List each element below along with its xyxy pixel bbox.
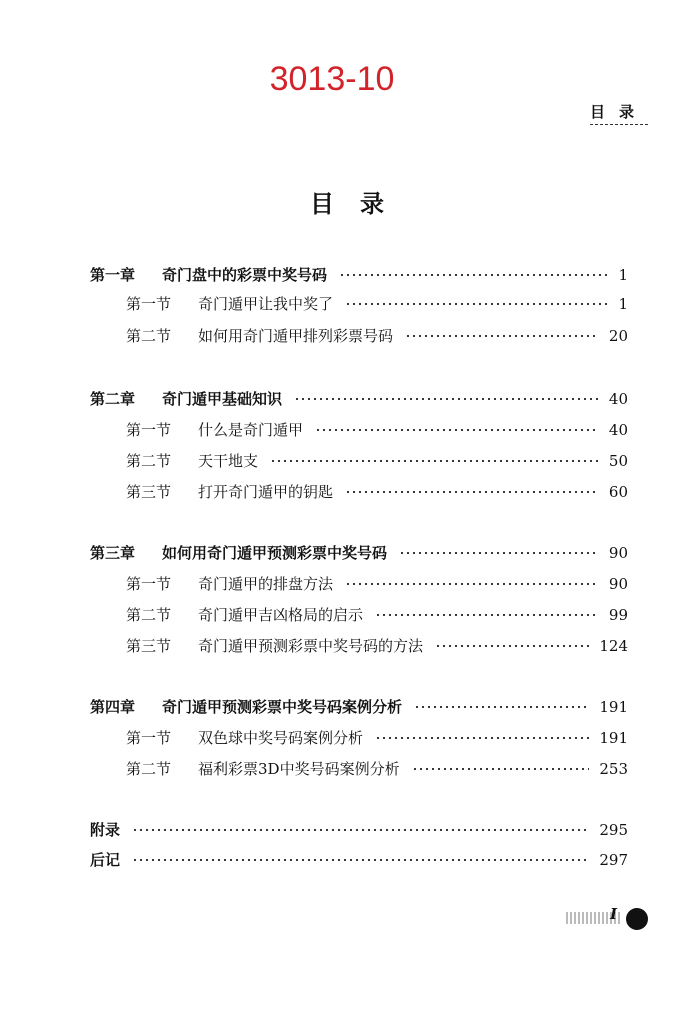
- section-number: 第二节: [126, 327, 172, 345]
- page-number: 40: [608, 421, 628, 439]
- section-number: 第二节: [126, 760, 172, 778]
- dot-leader: [345, 486, 599, 498]
- page-title: 目录: [310, 190, 410, 218]
- toc-appendix[interactable]: [90, 818, 628, 842]
- toc-section-3-3[interactable]: [90, 634, 628, 658]
- section-number: 第三节: [126, 637, 172, 655]
- toc-section-2-1[interactable]: [90, 418, 628, 442]
- section-title: 奇门遁甲的排盘方法: [198, 575, 334, 593]
- section-number: 第二节: [126, 452, 172, 470]
- section-title: 福利彩票3D中奖号码案例分析: [198, 760, 400, 778]
- page-number: 124: [599, 637, 628, 655]
- running-header: 目录: [590, 101, 648, 125]
- page-number: 295: [599, 821, 628, 839]
- section-title: 双色球中奖号码案例分析: [198, 729, 364, 747]
- page-number: 60: [608, 483, 628, 501]
- dot-leader: [294, 393, 599, 405]
- section-number: 第二节: [126, 606, 172, 624]
- afterword-title: 后记: [90, 851, 121, 869]
- dot-leader: [339, 269, 608, 281]
- dot-leader: [132, 854, 589, 866]
- section-number: 第一节: [126, 729, 172, 747]
- dot-leader: [375, 732, 589, 744]
- page-number: 20: [608, 327, 628, 345]
- dot-leader: [375, 609, 599, 621]
- page-number: 50: [608, 452, 628, 470]
- chapter-number: 第三章: [90, 544, 136, 562]
- dot-leader: [435, 640, 589, 652]
- section-title: 奇门遁甲预测彩票中奖号码的方法: [198, 637, 424, 655]
- page-number: 40: [608, 390, 628, 408]
- dot-leader: [270, 455, 599, 467]
- toc-chapter-1[interactable]: [90, 263, 628, 287]
- section-title: 如何用奇门遁甲排列彩票号码: [198, 327, 394, 345]
- toc-section-3-1[interactable]: [90, 572, 628, 596]
- section-title: 奇门遁甲让我中奖了: [198, 295, 334, 313]
- toc-section-4-2[interactable]: [90, 757, 628, 781]
- page-number: 191: [599, 698, 628, 716]
- toc-section-1-2[interactable]: [90, 324, 628, 348]
- stamp-label: 3013-10: [269, 60, 395, 98]
- page-number: 1: [618, 295, 628, 313]
- footer-dot-icon: [626, 908, 648, 930]
- dot-leader: [412, 763, 590, 775]
- toc-section-2-2[interactable]: [90, 449, 628, 473]
- chapter-number: 第二章: [90, 390, 136, 408]
- toc-chapter-2[interactable]: [90, 387, 628, 411]
- page-number: 1: [618, 266, 628, 284]
- dot-leader: [399, 547, 599, 559]
- chapter-number: 第一章: [90, 266, 136, 284]
- toc-section-3-2[interactable]: [90, 603, 628, 627]
- section-number: 第三节: [126, 483, 172, 501]
- chapter-title: 如何用奇门遁甲预测彩票中奖号码: [162, 544, 388, 562]
- dot-leader: [345, 298, 608, 310]
- page-number: 90: [608, 575, 628, 593]
- dot-leader: [315, 424, 599, 436]
- section-title: 打开奇门遁甲的钥匙: [198, 483, 334, 501]
- section-title: 奇门遁甲吉凶格局的启示: [198, 606, 364, 624]
- dot-leader: [414, 701, 589, 713]
- page-number: 191: [599, 729, 628, 747]
- section-title: 天干地支: [198, 452, 259, 470]
- toc-afterword[interactable]: [90, 848, 628, 872]
- page-number: 297: [599, 851, 628, 869]
- chapter-number: 第四章: [90, 698, 136, 716]
- footer-page-number: I: [610, 905, 618, 923]
- section-number: 第一节: [126, 575, 172, 593]
- chapter-title: 奇门盘中的彩票中奖号码: [162, 266, 328, 284]
- toc-section-4-1[interactable]: [90, 726, 628, 750]
- dot-leader: [345, 578, 599, 590]
- dot-leader: [132, 824, 589, 836]
- toc-chapter-3[interactable]: [90, 541, 628, 565]
- toc-chapter-4[interactable]: [90, 695, 628, 719]
- dot-leader: [405, 330, 599, 342]
- toc-section-1-1[interactable]: [90, 292, 628, 316]
- page-number: 99: [608, 606, 628, 624]
- chapter-title: 奇门遁甲预测彩票中奖号码案例分析: [162, 698, 403, 716]
- appendix-title: 附录: [90, 821, 121, 839]
- section-title: 什么是奇门遁甲: [198, 421, 304, 439]
- page-number: 253: [599, 760, 628, 778]
- toc-section-2-3[interactable]: [90, 480, 628, 504]
- chapter-title: 奇门遁甲基础知识: [162, 390, 283, 408]
- page-number: 90: [608, 544, 628, 562]
- section-number: 第一节: [126, 295, 172, 313]
- section-number: 第一节: [126, 421, 172, 439]
